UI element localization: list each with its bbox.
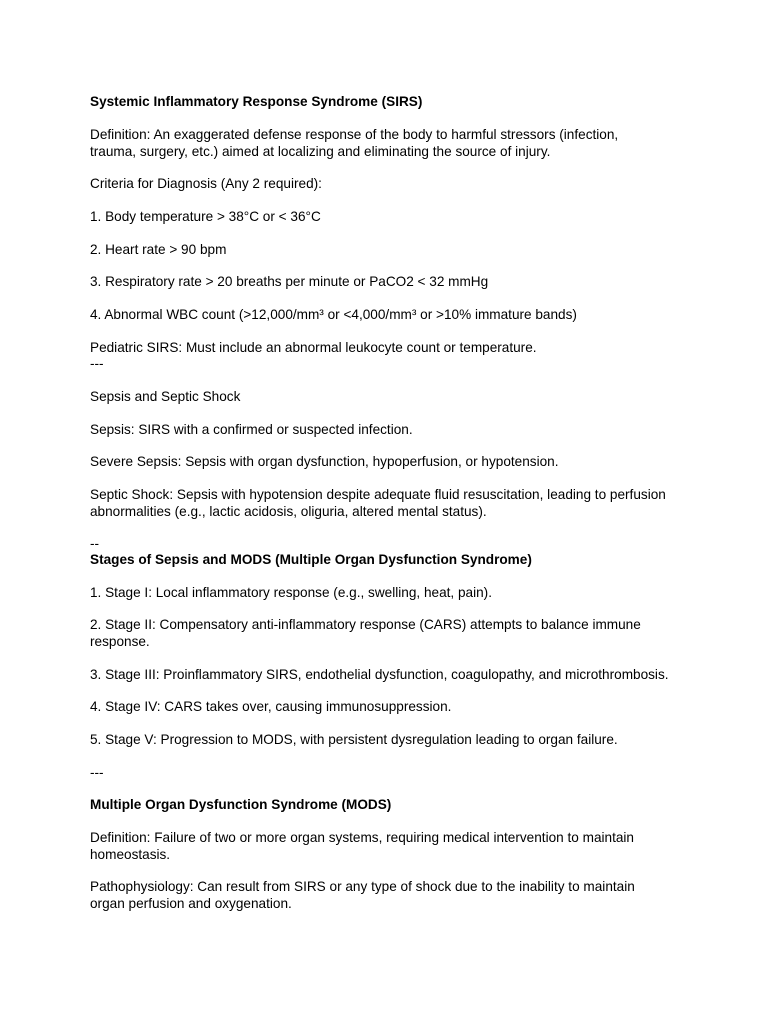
heading-stages: Stages of Sepsis and MODS (Multiple Organ Dysfunction Syndrome) — [90, 552, 532, 567]
mods-definition-line-1: Definition: Failure of two or more organ systems, requiring medical intervention to maintain — [90, 830, 634, 845]
heading-sepsis: Sepsis and Septic Shock — [90, 389, 241, 404]
sepsis-definition: Sepsis: SIRS with a confirmed or suspected infection. — [90, 422, 413, 437]
criteria-item-4: 4. Abnormal WBC count (>12,000/mm³ or <4,000/mm³ or >10% immature bands) — [90, 307, 577, 322]
mods-definition-line-2: homeostasis. — [90, 847, 171, 862]
stage-4: 4. Stage IV: CARS takes over, causing immunosuppression. — [90, 699, 452, 714]
sirs-definition-line-1: Definition: An exaggerated defense response of the body to harmful stressors (infection, — [90, 127, 619, 142]
pediatric-sirs: Pediatric SIRS: Must include an abnormal leukocyte count or temperature. — [90, 340, 537, 355]
stage-2-line-1: 2. Stage II: Compensatory anti-inflammatory response (CARS) attempts to balance immune — [90, 617, 641, 632]
criteria-heading: Criteria for Diagnosis (Any 2 required): — [90, 176, 322, 191]
pathophysiology-line-1: Pathophysiology: Can result from SIRS or any type of shock due to the inability to maintain — [90, 879, 635, 894]
pathophysiology-line-2: organ perfusion and oxygenation. — [90, 896, 292, 911]
septic-shock-line-1: Septic Shock: Sepsis with hypotension despite adequate fluid resuscitation, leading to perfusion — [90, 487, 666, 502]
separator: -- — [90, 536, 100, 551]
criteria-item-1: 1. Body temperature > 38°C or < 36°C — [90, 209, 321, 224]
separator: --- — [90, 356, 104, 371]
criteria-item-2: 2. Heart rate > 90 bpm — [90, 242, 227, 257]
sirs-definition-line-2: trauma, surgery, etc.) aimed at localizing and eliminating the source of injury. — [90, 144, 551, 159]
heading-mods: Multiple Organ Dysfunction Syndrome (MODS) — [90, 797, 392, 812]
stage-5: 5. Stage V: Progression to MODS, with persistent dysregulation leading to organ failure. — [90, 732, 618, 747]
criteria-item-3: 3. Respiratory rate > 20 breaths per minute or PaCO2 < 32 mmHg — [90, 274, 489, 289]
stage-3: 3. Stage III: Proinflammatory SIRS, endothelial dysfunction, coagulopathy, and microthrombosis. — [90, 667, 669, 682]
heading-sirs: Systemic Inflammatory Response Syndrome (SIRS) — [90, 94, 423, 109]
stage-1: 1. Stage I: Local inflammatory response (e.g., swelling, heat, pain). — [90, 585, 492, 600]
separator: --- — [90, 765, 104, 780]
stage-2-line-2: response. — [90, 634, 150, 649]
severe-sepsis-definition: Severe Sepsis: Sepsis with organ dysfunction, hypoperfusion, or hypotension. — [90, 454, 559, 469]
septic-shock-line-2: abnormalities (e.g., lactic acidosis, oliguria, altered mental status). — [90, 504, 487, 519]
